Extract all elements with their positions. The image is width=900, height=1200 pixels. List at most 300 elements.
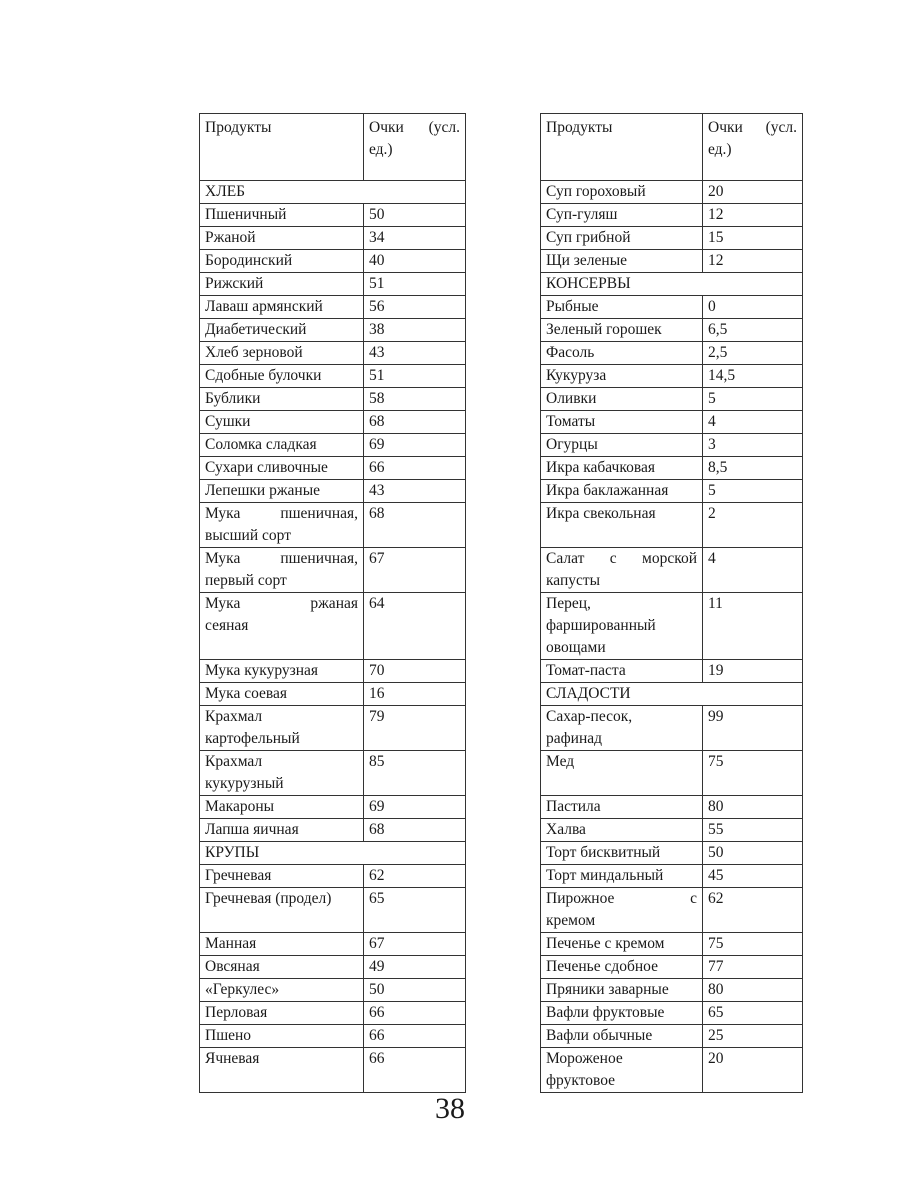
points-value-right-line-1: 6,5 xyxy=(708,321,728,338)
table-row xyxy=(200,819,803,842)
product-name-left xyxy=(200,1002,364,1025)
points-value-right-line-1: 8,5 xyxy=(708,459,728,476)
points-value-right-line-1: 80 xyxy=(708,981,724,998)
table-gap-cell xyxy=(466,1002,541,1025)
product-name-left xyxy=(200,411,364,434)
table-gap-cell xyxy=(466,480,541,503)
product-name-left-line-1: Лепешки ржаные xyxy=(205,482,321,499)
points-value-left xyxy=(364,457,466,480)
points-value-left-line-1: 68 xyxy=(369,413,385,430)
category-heading-left-line-1: КРУПЫ xyxy=(205,844,260,861)
product-name-right xyxy=(541,888,703,933)
points-value-left-line-1: 67 xyxy=(369,935,385,952)
table-gap-cell xyxy=(466,1048,541,1093)
product-name-right-line-1: Икра свекольная xyxy=(546,505,656,522)
points-value-left-line-1: 51 xyxy=(369,367,385,384)
table-row xyxy=(200,204,803,227)
points-value-left-line-1: 70 xyxy=(369,662,385,679)
product-name-left-line-1: Перловая xyxy=(205,1004,268,1021)
category-heading-left xyxy=(200,842,466,865)
product-name-right xyxy=(541,660,703,683)
product-name-left-line-1: Гречневая xyxy=(205,867,272,884)
points-value-left-line-1: 68 xyxy=(369,505,385,522)
product-name-left xyxy=(200,204,364,227)
table-row xyxy=(200,480,803,503)
table-header-row xyxy=(200,114,803,181)
points-value-left xyxy=(364,933,466,956)
points-value-right xyxy=(703,796,803,819)
product-name-left-line-1: Мука кукурузная xyxy=(205,662,319,679)
points-value-right-line-1: 12 xyxy=(708,206,724,223)
category-heading-left-line-1: ХЛЕБ xyxy=(205,183,246,200)
points-value-left xyxy=(364,865,466,888)
table-gap-cell xyxy=(466,273,541,296)
points-value-right xyxy=(703,204,803,227)
header-points-left xyxy=(364,114,466,181)
product-name-right xyxy=(541,1002,703,1025)
product-name-right-line-1: Икра баклажанная xyxy=(546,482,669,499)
points-value-left-line-1: 16 xyxy=(369,685,385,702)
points-value-right xyxy=(703,319,803,342)
product-name-left-line-1: Соломка сладкая xyxy=(205,436,317,453)
product-name-left-line-1: Сухари сливочные xyxy=(205,459,328,476)
table-row xyxy=(200,1025,803,1048)
points-value-left-line-1: 66 xyxy=(369,1004,385,1021)
table-row xyxy=(200,365,803,388)
product-name-right-line-1: Рыбные xyxy=(546,298,599,315)
points-value-left-line-1: 50 xyxy=(369,981,385,998)
product-name-left-line-1: Пшеничный xyxy=(205,206,287,223)
points-value-right xyxy=(703,751,803,796)
points-value-left xyxy=(364,1025,466,1048)
product-name-right xyxy=(541,979,703,1002)
table-gap-cell xyxy=(466,979,541,1002)
points-value-left xyxy=(364,503,466,548)
product-name-left xyxy=(200,250,364,273)
table-row xyxy=(200,1002,803,1025)
product-name-left xyxy=(200,457,364,480)
product-name-left xyxy=(200,888,364,933)
product-name-right xyxy=(541,751,703,796)
points-value-left-line-1: 62 xyxy=(369,867,385,884)
table-gap-cell xyxy=(466,842,541,865)
header-points-line2: ед.) xyxy=(369,141,393,158)
product-name-left-line-1: Лапша яичная xyxy=(205,821,299,838)
table-row xyxy=(200,548,803,593)
product-name-right-line-1: Пастила xyxy=(546,798,601,815)
table-row xyxy=(200,181,803,204)
product-name-left xyxy=(200,751,364,796)
product-name-right xyxy=(541,296,703,319)
table-gap-cell xyxy=(466,660,541,683)
product-name-left-line-1: Пшено xyxy=(205,1027,252,1044)
points-value-right xyxy=(703,503,803,548)
product-name-left xyxy=(200,660,364,683)
product-name-left xyxy=(200,342,364,365)
header-products-label: Продукты xyxy=(205,119,272,136)
product-name-right-line-1: Суп гороховый xyxy=(546,183,646,200)
product-name-left-line-2: высший сорт xyxy=(205,527,291,544)
points-value-left xyxy=(364,706,466,751)
product-name-right-line-2: фруктовое xyxy=(546,1072,616,1089)
product-name-right-line-1: Перец, xyxy=(546,595,591,612)
product-name-left-line-1: Макароны xyxy=(205,798,275,815)
points-value-left-line-1: 58 xyxy=(369,390,385,407)
points-value-right-line-1: 77 xyxy=(708,958,724,975)
points-value-right-line-1: 45 xyxy=(708,867,724,884)
table-gap-cell xyxy=(466,1025,541,1048)
points-value-right xyxy=(703,250,803,273)
table-row xyxy=(200,227,803,250)
table-gap-cell xyxy=(466,365,541,388)
header-points-line1: Очки (усл. xyxy=(369,119,460,136)
product-name-left-line-1: Бородинский xyxy=(205,252,293,269)
points-value-right-line-1: 2 xyxy=(708,505,716,522)
points-value-left-line-1: 79 xyxy=(369,708,385,725)
product-name-right-line-1: Печенье сдобное xyxy=(546,958,658,975)
table-row xyxy=(200,1048,803,1093)
table-gap-cell xyxy=(466,457,541,480)
points-value-left xyxy=(364,319,466,342)
points-value-left-line-1: 85 xyxy=(369,753,385,770)
category-heading-right-line-1: КОНСЕРВЫ xyxy=(546,275,631,292)
points-value-left-line-1: 34 xyxy=(369,229,385,246)
points-value-left xyxy=(364,819,466,842)
table-row xyxy=(200,434,803,457)
table-row xyxy=(200,683,803,706)
product-name-right-line-1: Зеленый горошек xyxy=(546,321,662,338)
product-name-left-line-1: Мука соевая xyxy=(205,685,288,702)
product-name-left-line-2: первый сорт xyxy=(205,572,287,589)
table-gap-cell xyxy=(466,819,541,842)
points-value-right-line-1: 75 xyxy=(708,935,724,952)
points-value-left xyxy=(364,1002,466,1025)
product-name-right-line-1: Суп грибной xyxy=(546,229,631,246)
points-value-left-line-1: 66 xyxy=(369,1027,385,1044)
product-name-right-line-1: Оливки xyxy=(546,390,597,407)
product-name-right-line-3: овощами xyxy=(546,639,606,656)
table-row xyxy=(200,888,803,933)
product-name-right-line-1: Вафли фруктовые xyxy=(546,1004,665,1021)
product-name-right-line-1: Щи зеленые xyxy=(546,252,628,269)
product-name-right-line-2: фаршированный xyxy=(546,617,656,634)
header-points-line1: Очки (усл. xyxy=(708,119,797,136)
table-row xyxy=(200,796,803,819)
product-name-left-line-1: Хлеб зерновой xyxy=(205,344,303,361)
product-name-right xyxy=(541,865,703,888)
points-value-right-line-1: 4 xyxy=(708,550,716,567)
points-value-left xyxy=(364,956,466,979)
product-name-left-line-1: Диабетический xyxy=(205,321,307,338)
points-value-left xyxy=(364,1048,466,1093)
product-name-left xyxy=(200,480,364,503)
points-value-right-line-1: 25 xyxy=(708,1027,724,1044)
category-heading-right xyxy=(541,273,803,296)
product-name-left-line-1: Сушки xyxy=(205,413,251,430)
table-gap-cell xyxy=(466,204,541,227)
points-value-left-line-1: 66 xyxy=(369,459,385,476)
points-value-left-line-1: 69 xyxy=(369,798,385,815)
points-value-right-line-1: 55 xyxy=(708,821,724,838)
points-value-right-line-1: 80 xyxy=(708,798,724,815)
points-value-left xyxy=(364,411,466,434)
product-name-left xyxy=(200,593,364,660)
product-name-left-line-1: Крахмал xyxy=(205,753,263,770)
points-value-left xyxy=(364,434,466,457)
product-name-right-line-1: Сахар-песок, xyxy=(546,708,633,725)
product-name-right xyxy=(541,933,703,956)
table-gap-cell xyxy=(466,296,541,319)
product-name-right-line-1: Мед xyxy=(546,753,575,770)
table-gap-cell xyxy=(466,706,541,751)
table-gap-cell xyxy=(466,342,541,365)
table-gap-cell xyxy=(466,683,541,706)
product-name-right-line-1: Халва xyxy=(546,821,586,838)
product-name-right-line-1: Кукуруза xyxy=(546,367,607,384)
product-name-right-line-1: Томат-паста xyxy=(546,662,626,679)
points-value-left xyxy=(364,593,466,660)
points-value-right-line-1: 5 xyxy=(708,482,716,499)
product-name-right xyxy=(541,388,703,411)
product-name-right xyxy=(541,434,703,457)
points-value-left xyxy=(364,548,466,593)
product-name-left-line-1: Бублики xyxy=(205,390,261,407)
product-name-right xyxy=(541,480,703,503)
table-row xyxy=(200,933,803,956)
table-row xyxy=(200,865,803,888)
points-value-left-line-1: 65 xyxy=(369,890,385,907)
product-name-left-line-1: Рижский xyxy=(205,275,264,292)
product-name-left-line-1: «Геркулес» xyxy=(205,981,280,998)
table-row xyxy=(200,660,803,683)
points-value-right xyxy=(703,819,803,842)
product-name-left-line-1: Гречневая (продел) xyxy=(205,890,332,907)
table-row xyxy=(200,411,803,434)
table-row xyxy=(200,342,803,365)
points-value-right xyxy=(703,296,803,319)
product-name-left xyxy=(200,819,364,842)
product-name-left-line-2: кукурузный xyxy=(205,775,284,792)
product-name-left xyxy=(200,365,364,388)
product-name-left xyxy=(200,683,364,706)
points-value-right-line-1: 20 xyxy=(708,1050,724,1067)
product-name-left-line-1: Ржаной xyxy=(205,229,256,246)
product-name-left xyxy=(200,227,364,250)
product-name-left-line-1: Лаваш армянский xyxy=(205,298,323,315)
table-gap-header xyxy=(466,114,541,181)
product-name-right-line-1: Вафли обычные xyxy=(546,1027,653,1044)
points-value-right xyxy=(703,365,803,388)
points-value-right-line-1: 3 xyxy=(708,436,716,453)
header-points-line2: ед.) xyxy=(708,141,732,158)
table-gap-cell xyxy=(466,751,541,796)
product-name-right xyxy=(541,593,703,660)
points-value-right xyxy=(703,227,803,250)
table-gap-cell xyxy=(466,933,541,956)
points-value-right xyxy=(703,888,803,933)
points-value-left xyxy=(364,296,466,319)
points-value-right xyxy=(703,434,803,457)
product-name-left-line-1: Сдобные булочки xyxy=(205,367,322,384)
product-name-left xyxy=(200,933,364,956)
header-points-right xyxy=(703,114,803,181)
table-row xyxy=(200,296,803,319)
points-value-left xyxy=(364,683,466,706)
product-name-right xyxy=(541,842,703,865)
points-value-left-line-1: 69 xyxy=(369,436,385,453)
page-number: 38 xyxy=(435,1092,465,1125)
points-value-right xyxy=(703,933,803,956)
table-row xyxy=(200,593,803,660)
points-value-right xyxy=(703,979,803,1002)
points-value-left xyxy=(364,796,466,819)
product-name-right xyxy=(541,1025,703,1048)
product-name-left xyxy=(200,1025,364,1048)
product-name-left-line-1: Ячневая xyxy=(205,1050,260,1067)
points-value-right-line-1: 2,5 xyxy=(708,344,728,361)
table-gap-cell xyxy=(466,227,541,250)
points-value-left-line-1: 50 xyxy=(369,206,385,223)
table-row xyxy=(200,842,803,865)
table-gap-cell xyxy=(466,411,541,434)
table-row xyxy=(200,319,803,342)
product-name-left-line-1: Мука ржаная xyxy=(205,595,358,612)
product-name-left-line-1: Овсяная xyxy=(205,958,260,975)
points-value-right xyxy=(703,865,803,888)
table-gap-cell xyxy=(466,593,541,660)
product-name-right-line-1: Пряники заварные xyxy=(546,981,669,998)
product-name-right xyxy=(541,411,703,434)
category-heading-left xyxy=(200,181,466,204)
category-heading-right-line-1: СЛАДОСТИ xyxy=(546,685,631,702)
points-value-right xyxy=(703,457,803,480)
points-value-right-line-1: 12 xyxy=(708,252,724,269)
points-value-right xyxy=(703,706,803,751)
points-value-right xyxy=(703,342,803,365)
table-gap-cell xyxy=(466,865,541,888)
table-gap-cell xyxy=(466,548,541,593)
points-value-left xyxy=(364,388,466,411)
product-name-right-line-1: Салат с морской xyxy=(546,550,697,567)
product-name-right xyxy=(541,956,703,979)
points-value-right xyxy=(703,548,803,593)
product-name-left xyxy=(200,548,364,593)
table-row xyxy=(200,503,803,548)
table-gap-cell xyxy=(466,888,541,933)
points-value-left xyxy=(364,751,466,796)
points-value-right xyxy=(703,1048,803,1093)
product-name-left-line-1: Манная xyxy=(205,935,257,952)
product-name-right xyxy=(541,548,703,593)
product-name-right xyxy=(541,457,703,480)
points-value-right-line-1: 15 xyxy=(708,229,724,246)
points-value-right xyxy=(703,411,803,434)
points-value-right-line-1: 11 xyxy=(708,595,723,612)
table-gap-cell xyxy=(466,388,541,411)
points-value-right-line-1: 75 xyxy=(708,753,724,770)
product-name-left-line-1: Крахмал xyxy=(205,708,263,725)
points-value-left-line-1: 38 xyxy=(369,321,385,338)
points-value-right xyxy=(703,593,803,660)
product-name-right xyxy=(541,796,703,819)
product-name-right xyxy=(541,181,703,204)
product-name-right xyxy=(541,819,703,842)
product-name-right xyxy=(541,227,703,250)
product-name-right xyxy=(541,204,703,227)
product-name-left-line-2: картофельный xyxy=(205,730,300,747)
points-value-left-line-1: 64 xyxy=(369,595,385,612)
product-name-right xyxy=(541,706,703,751)
product-name-left xyxy=(200,1048,364,1093)
product-name-right-line-2: кремом xyxy=(546,912,596,929)
header-products-label: Продукты xyxy=(546,119,613,136)
table-row xyxy=(200,979,803,1002)
points-value-right xyxy=(703,1002,803,1025)
product-name-right-line-1: Мороженое xyxy=(546,1050,623,1067)
points-value-left xyxy=(364,888,466,933)
table-gap-cell xyxy=(466,503,541,548)
points-value-left-line-1: 68 xyxy=(369,821,385,838)
table-row xyxy=(200,751,803,796)
points-value-right-line-1: 14,5 xyxy=(708,367,736,384)
header-products-right xyxy=(541,114,703,181)
product-name-right xyxy=(541,1048,703,1093)
points-value-right-line-1: 65 xyxy=(708,1004,724,1021)
header-products-left xyxy=(200,114,364,181)
points-value-left xyxy=(364,480,466,503)
table-row xyxy=(200,388,803,411)
product-name-right-line-1: Печенье с кремом xyxy=(546,935,665,952)
product-name-right-line-1: Суп-гуляш xyxy=(546,206,618,223)
table-gap-cell xyxy=(466,956,541,979)
points-value-left xyxy=(364,227,466,250)
product-name-right-line-1: Томаты xyxy=(546,413,596,430)
points-value-left xyxy=(364,204,466,227)
table-gap-cell xyxy=(466,319,541,342)
points-value-left-line-1: 51 xyxy=(369,275,385,292)
product-name-left xyxy=(200,796,364,819)
product-name-left-line-1: Мука пшеничная, xyxy=(205,505,358,522)
points-value-left-line-1: 56 xyxy=(369,298,385,315)
product-name-right-line-1: Огурцы xyxy=(546,436,598,453)
points-value-left-line-1: 66 xyxy=(369,1050,385,1067)
points-value-left-line-1: 49 xyxy=(369,958,385,975)
product-name-left-line-2: сеяная xyxy=(205,617,249,634)
product-name-left xyxy=(200,865,364,888)
product-name-right xyxy=(541,250,703,273)
points-value-right-line-1: 50 xyxy=(708,844,724,861)
points-value-left xyxy=(364,365,466,388)
product-name-left xyxy=(200,979,364,1002)
product-name-right-line-1: Пирожное с xyxy=(546,890,697,907)
table-row xyxy=(200,273,803,296)
product-points-table xyxy=(199,113,803,1093)
product-name-right xyxy=(541,319,703,342)
product-name-right xyxy=(541,365,703,388)
table-row xyxy=(200,706,803,751)
points-value-left xyxy=(364,342,466,365)
points-value-right-line-1: 4 xyxy=(708,413,716,430)
product-name-left xyxy=(200,956,364,979)
points-value-right xyxy=(703,956,803,979)
points-value-right-line-1: 0 xyxy=(708,298,716,315)
category-heading-right xyxy=(541,683,803,706)
points-value-right xyxy=(703,842,803,865)
product-name-left xyxy=(200,319,364,342)
table-row xyxy=(200,457,803,480)
points-value-right xyxy=(703,181,803,204)
product-name-left xyxy=(200,434,364,457)
